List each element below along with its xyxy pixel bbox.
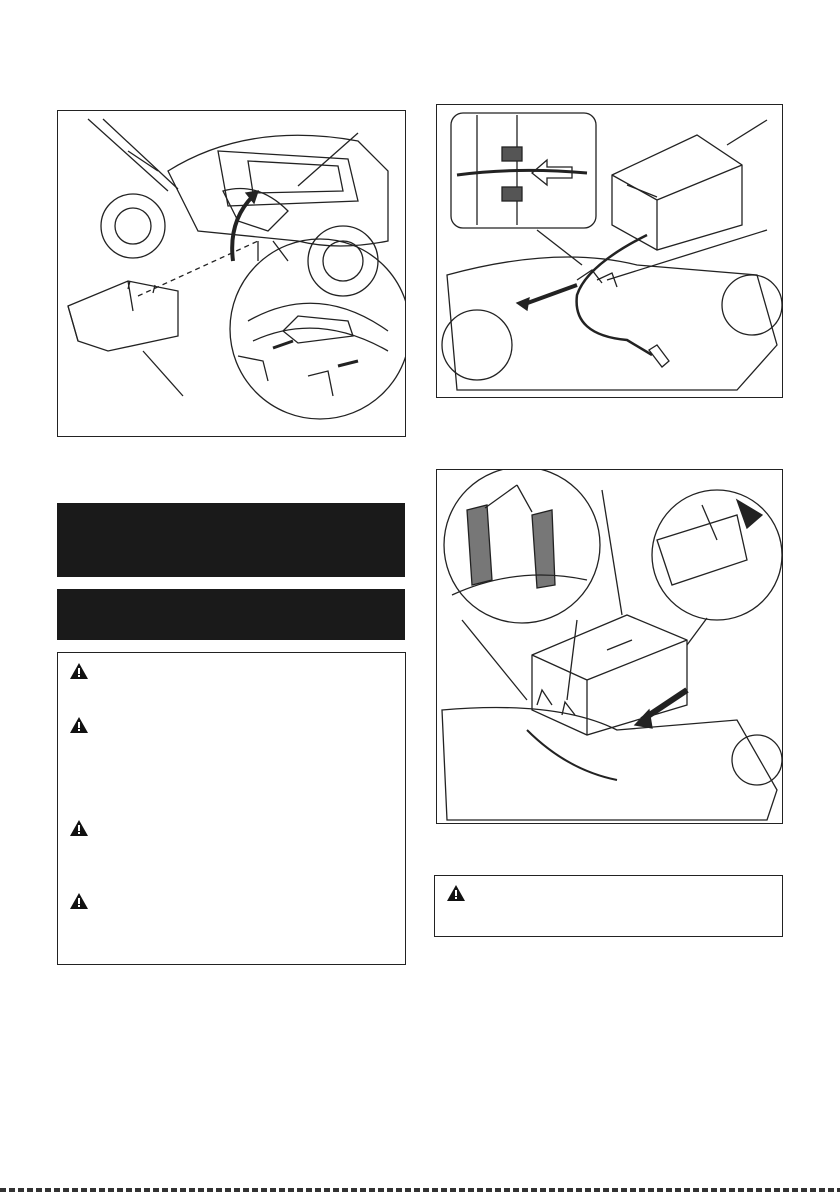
subsection-heading-banner: [57, 589, 405, 640]
warning-triangle-icon: [70, 717, 88, 733]
warning-triangle-icon: [70, 893, 88, 909]
deflector-installation-illustration: [58, 111, 405, 436]
page-bottom-edge: [0, 1188, 840, 1192]
figure-adaptor-removal: [436, 469, 783, 824]
warning-triangle-icon: [70, 820, 88, 836]
warning-triangle-icon: [447, 885, 465, 901]
warning-box-left: [57, 652, 406, 965]
adaptor-wire-insertion-illustration: [437, 105, 782, 397]
figure-adaptor-wire: [436, 104, 783, 398]
section-heading-banner: [57, 503, 405, 577]
warning-triangle-icon: [70, 663, 88, 679]
figure-grass-deflector: [57, 110, 406, 437]
warning-box-right: [434, 875, 783, 937]
adaptor-removal-illustration: [437, 470, 782, 823]
